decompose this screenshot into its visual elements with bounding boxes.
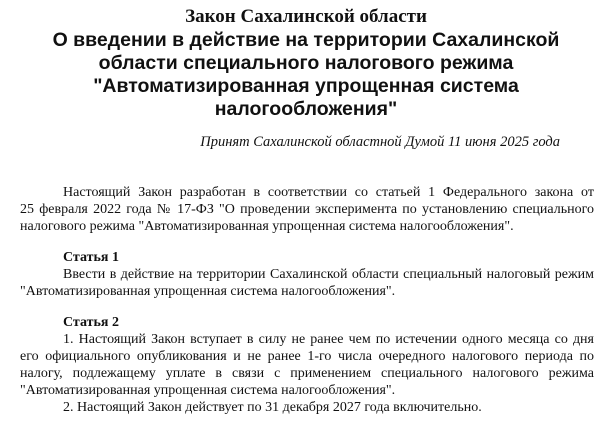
article-2-title: Статья 2 bbox=[63, 315, 119, 330]
article-1-line: Ввести в действие на территории Сахалинской области специальный налоговый режим bbox=[63, 267, 594, 282]
law-subtitle-line-3: "Автоматизированная упрощенная система bbox=[93, 75, 519, 97]
article-1-line: "Автоматизированная упрощенная система налогообложения". bbox=[20, 284, 396, 299]
law-title: Закон Сахалинской области bbox=[185, 6, 427, 27]
article-2-line: 1. Настоящий Закон вступает в силу не ранее чем по истечении одного месяца со дня bbox=[63, 332, 594, 347]
law-subtitle-line-2: области специального налогового режима bbox=[98, 52, 514, 74]
article-2-line: налогу, подлежащему уплате в связи с применением специального налогового режима bbox=[20, 366, 594, 381]
article-2-line: 2. Настоящий Закон действует по 31 декабря 2027 года включительно. bbox=[63, 400, 482, 415]
law-subtitle-line-4: налогообложения" bbox=[214, 98, 398, 120]
article-2-line: его официального опубликования и не ранее 1-го числа очередного налогового периода по bbox=[20, 349, 594, 364]
adoption-note: Принят Сахалинской областной Думой 11 июня 2025 года bbox=[200, 134, 560, 150]
intro-line: налогового режима "Автоматизированная упрощенная система налогообложения". bbox=[20, 219, 514, 234]
intro-line: 25 февраля 2022 года № 17-ФЗ "О проведении эксперимента по установлению специального bbox=[20, 202, 594, 217]
intro-line: Настоящий Закон разработан в соответствии со статьей 1 Федерального закона от bbox=[63, 185, 594, 200]
article-1-title: Статья 1 bbox=[63, 250, 119, 265]
law-subtitle-line-1: О введении в действие на территории Сахалинской bbox=[52, 29, 560, 51]
article-2-line: "Автоматизированная упрощенная система налогообложения". bbox=[20, 383, 396, 398]
